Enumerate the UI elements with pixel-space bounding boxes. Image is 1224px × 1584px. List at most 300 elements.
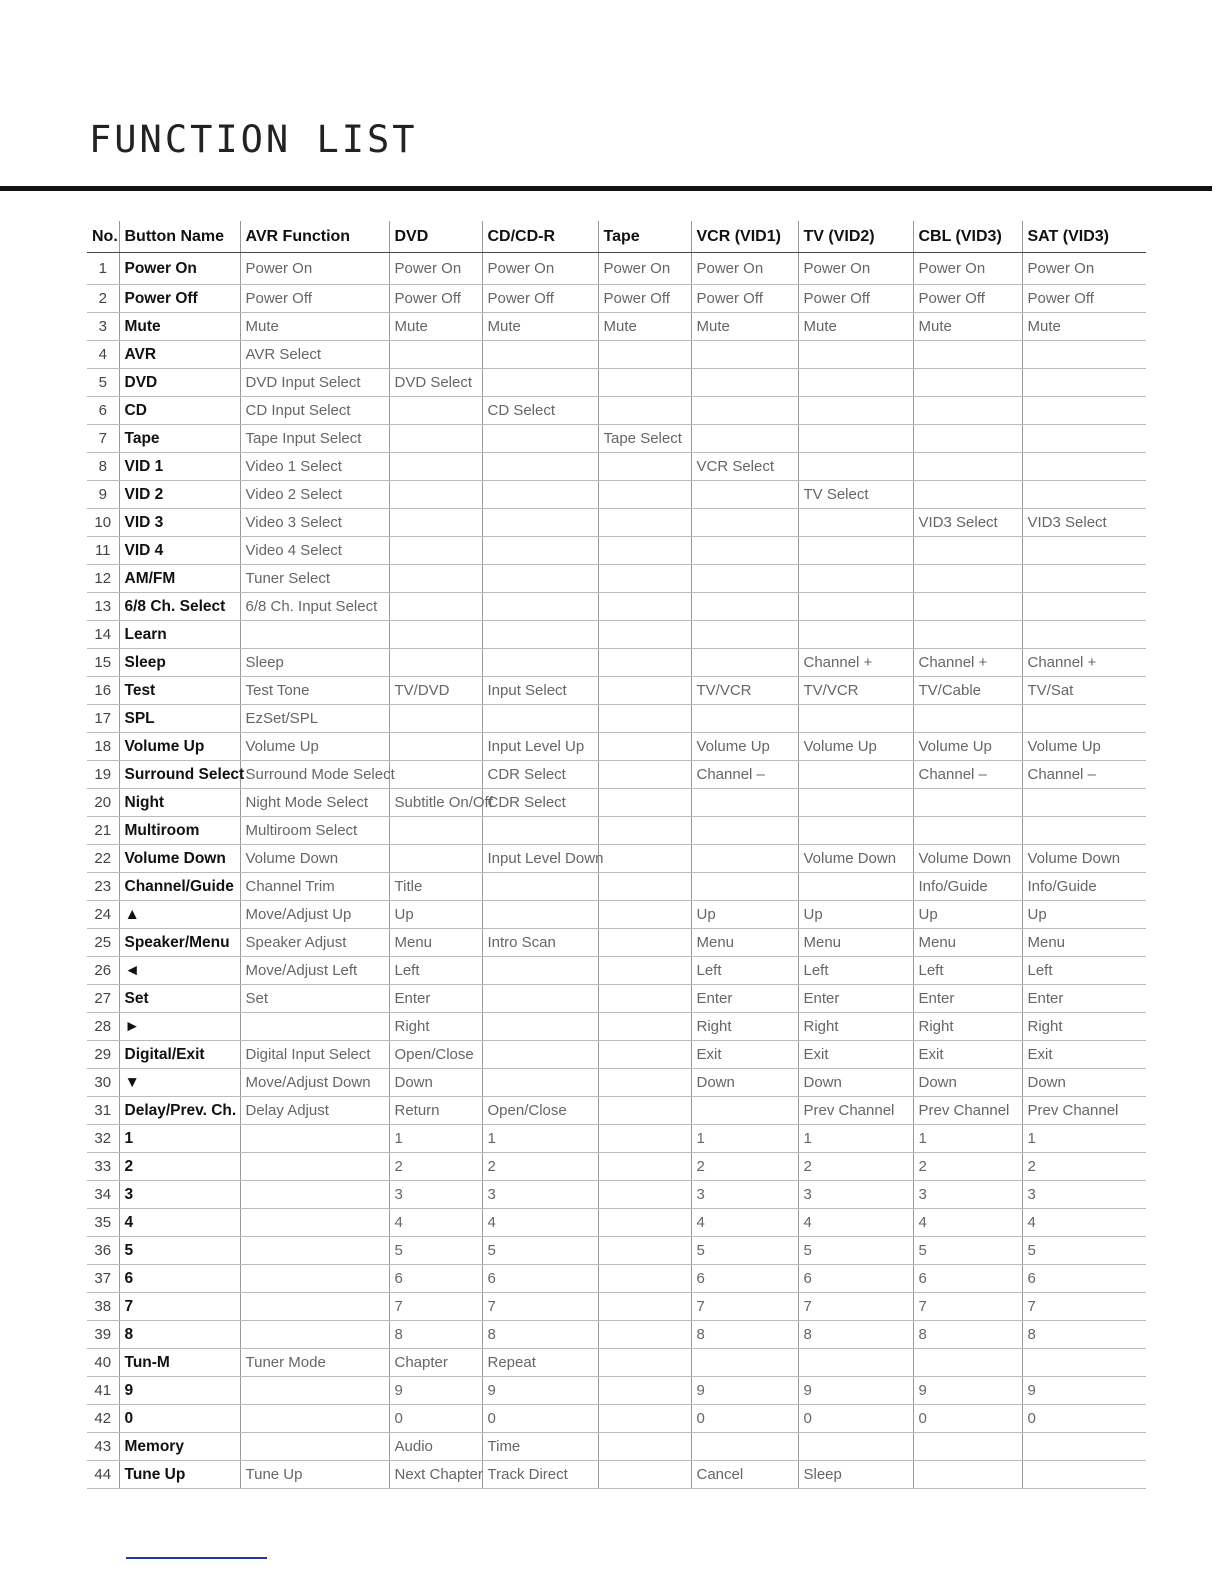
cbl-function-cell bbox=[913, 621, 1022, 649]
button-name-cell: SPL bbox=[119, 705, 240, 733]
row-number-cell: 16 bbox=[87, 677, 119, 705]
row-number-cell: 26 bbox=[87, 957, 119, 985]
cd-function-cell: Power Off bbox=[482, 285, 598, 313]
row-number-cell: 15 bbox=[87, 649, 119, 677]
button-name-cell: Test bbox=[119, 677, 240, 705]
dvd-function-cell bbox=[389, 733, 482, 761]
avr-function-cell: EzSet/SPL bbox=[240, 705, 389, 733]
sat-function-cell bbox=[1022, 341, 1146, 369]
avr-function-cell: Channel Trim bbox=[240, 873, 389, 901]
tape-function-cell bbox=[598, 873, 691, 901]
table-row bbox=[87, 873, 1146, 901]
cbl-function-cell: Mute bbox=[913, 313, 1022, 341]
cbl-function-cell: Exit bbox=[913, 1041, 1022, 1069]
row-number-cell: 29 bbox=[87, 1041, 119, 1069]
cbl-function-cell: VID3 Select bbox=[913, 509, 1022, 537]
cd-function-cell bbox=[482, 425, 598, 453]
tv-function-cell: Prev Channel bbox=[798, 1097, 913, 1125]
cbl-function-cell: 9 bbox=[913, 1377, 1022, 1405]
vcr-function-cell: Menu bbox=[691, 929, 798, 957]
tv-function-cell: 6 bbox=[798, 1265, 913, 1293]
tv-function-cell bbox=[798, 425, 913, 453]
cd-function-cell: 2 bbox=[482, 1153, 598, 1181]
row-number-cell: 12 bbox=[87, 565, 119, 593]
dvd-function-cell: Chapter bbox=[389, 1349, 482, 1377]
cbl-function-cell: 4 bbox=[913, 1209, 1022, 1237]
button-name-cell: AM/FM bbox=[119, 565, 240, 593]
tape-function-cell bbox=[598, 369, 691, 397]
table-row bbox=[87, 313, 1146, 341]
cbl-function-cell: 1 bbox=[913, 1125, 1022, 1153]
avr-function-cell bbox=[240, 1321, 389, 1349]
column-header: Button Name bbox=[119, 221, 240, 253]
button-name-cell: 2 bbox=[119, 1153, 240, 1181]
tape-function-cell bbox=[598, 845, 691, 873]
table-row bbox=[87, 677, 1146, 705]
dvd-function-cell bbox=[389, 509, 482, 537]
tape-function-cell bbox=[598, 1237, 691, 1265]
cd-function-cell: Input Level Down bbox=[482, 845, 598, 873]
tape-function-cell: Power Off bbox=[598, 285, 691, 313]
tape-function-cell bbox=[598, 929, 691, 957]
dvd-function-cell: 1 bbox=[389, 1125, 482, 1153]
sat-function-cell: 8 bbox=[1022, 1321, 1146, 1349]
tape-function-cell bbox=[598, 1405, 691, 1433]
avr-function-cell: Move/Adjust Up bbox=[240, 901, 389, 929]
sat-function-cell bbox=[1022, 621, 1146, 649]
column-header: AVR Function bbox=[240, 221, 389, 253]
cbl-function-cell bbox=[913, 341, 1022, 369]
row-number-cell: 35 bbox=[87, 1209, 119, 1237]
sat-function-cell bbox=[1022, 453, 1146, 481]
cd-function-cell: CD Select bbox=[482, 397, 598, 425]
button-name-cell: Channel/Guide bbox=[119, 873, 240, 901]
dvd-function-cell: Return bbox=[389, 1097, 482, 1125]
avr-function-cell bbox=[240, 1265, 389, 1293]
dvd-function-cell: Down bbox=[389, 1069, 482, 1097]
cd-function-cell bbox=[482, 705, 598, 733]
dvd-function-cell bbox=[389, 397, 482, 425]
table-row bbox=[87, 705, 1146, 733]
cbl-function-cell: Down bbox=[913, 1069, 1022, 1097]
tape-function-cell bbox=[598, 593, 691, 621]
cbl-function-cell: Menu bbox=[913, 929, 1022, 957]
table-row bbox=[87, 1209, 1146, 1237]
cd-function-cell: Input Level Up bbox=[482, 733, 598, 761]
tape-function-cell bbox=[598, 733, 691, 761]
vcr-function-cell: 5 bbox=[691, 1237, 798, 1265]
avr-function-cell bbox=[240, 1377, 389, 1405]
row-number-cell: 27 bbox=[87, 985, 119, 1013]
tv-function-cell bbox=[798, 789, 913, 817]
cd-function-cell: CDR Select bbox=[482, 761, 598, 789]
cbl-function-cell bbox=[913, 1433, 1022, 1461]
page-title: FUNCTION LIST bbox=[89, 118, 418, 161]
vcr-function-cell bbox=[691, 1349, 798, 1377]
dvd-function-cell: TV/DVD bbox=[389, 677, 482, 705]
avr-function-cell: CD Input Select bbox=[240, 397, 389, 425]
table-row bbox=[87, 929, 1146, 957]
button-name-cell: Sleep bbox=[119, 649, 240, 677]
tv-function-cell: 0 bbox=[798, 1405, 913, 1433]
dvd-function-cell: Right bbox=[389, 1013, 482, 1041]
dvd-function-cell: Up bbox=[389, 901, 482, 929]
cd-function-cell bbox=[482, 649, 598, 677]
vcr-function-cell bbox=[691, 621, 798, 649]
sat-function-cell: Volume Up bbox=[1022, 733, 1146, 761]
column-header: CBL (VID3) bbox=[913, 221, 1022, 253]
column-header: VCR (VID1) bbox=[691, 221, 798, 253]
sat-function-cell: 1 bbox=[1022, 1125, 1146, 1153]
table-row bbox=[87, 733, 1146, 761]
cd-function-cell: Mute bbox=[482, 313, 598, 341]
dvd-function-cell: 7 bbox=[389, 1293, 482, 1321]
sat-function-cell: TV/Sat bbox=[1022, 677, 1146, 705]
avr-function-cell: Video 2 Select bbox=[240, 481, 389, 509]
tv-function-cell bbox=[798, 817, 913, 845]
cbl-function-cell: Right bbox=[913, 1013, 1022, 1041]
cd-function-cell bbox=[482, 341, 598, 369]
avr-function-cell: Tune Up bbox=[240, 1461, 389, 1489]
tape-function-cell: Tape Select bbox=[598, 425, 691, 453]
cbl-function-cell bbox=[913, 817, 1022, 845]
sat-function-cell: VID3 Select bbox=[1022, 509, 1146, 537]
cbl-function-cell bbox=[913, 705, 1022, 733]
table-row bbox=[87, 957, 1146, 985]
avr-function-cell bbox=[240, 1237, 389, 1265]
row-number-cell: 10 bbox=[87, 509, 119, 537]
row-number-cell: 24 bbox=[87, 901, 119, 929]
row-number-cell: 20 bbox=[87, 789, 119, 817]
dvd-function-cell: Title bbox=[389, 873, 482, 901]
button-name-cell: 6/8 Ch. Select bbox=[119, 593, 240, 621]
avr-function-cell: 6/8 Ch. Input Select bbox=[240, 593, 389, 621]
column-header: CD/CD-R bbox=[482, 221, 598, 253]
row-number-cell: 41 bbox=[87, 1377, 119, 1405]
dvd-function-cell: 5 bbox=[389, 1237, 482, 1265]
button-name-cell: Tune Up bbox=[119, 1461, 240, 1489]
sat-function-cell bbox=[1022, 817, 1146, 845]
tape-function-cell bbox=[598, 1125, 691, 1153]
tv-function-cell: TV/VCR bbox=[798, 677, 913, 705]
sat-function-cell bbox=[1022, 1349, 1146, 1377]
row-number-cell: 18 bbox=[87, 733, 119, 761]
button-name-cell: Volume Down bbox=[119, 845, 240, 873]
sat-function-cell: Menu bbox=[1022, 929, 1146, 957]
cbl-function-cell: 6 bbox=[913, 1265, 1022, 1293]
cbl-function-cell bbox=[913, 565, 1022, 593]
avr-function-cell: Delay Adjust bbox=[240, 1097, 389, 1125]
tv-function-cell bbox=[798, 537, 913, 565]
table-row bbox=[87, 253, 1146, 285]
table-row bbox=[87, 425, 1146, 453]
button-name-cell: Multiroom bbox=[119, 817, 240, 845]
cd-function-cell: Time bbox=[482, 1433, 598, 1461]
row-number-cell: 23 bbox=[87, 873, 119, 901]
vcr-function-cell: 9 bbox=[691, 1377, 798, 1405]
dvd-function-cell bbox=[389, 537, 482, 565]
cd-function-cell: Repeat bbox=[482, 1349, 598, 1377]
table-row bbox=[87, 1293, 1146, 1321]
avr-function-cell: Volume Up bbox=[240, 733, 389, 761]
tv-function-cell: Power Off bbox=[798, 285, 913, 313]
vcr-function-cell bbox=[691, 397, 798, 425]
vcr-function-cell bbox=[691, 845, 798, 873]
button-name-cell: Power Off bbox=[119, 285, 240, 313]
button-name-cell: 5 bbox=[119, 1237, 240, 1265]
table-row bbox=[87, 845, 1146, 873]
button-name-cell: Set bbox=[119, 985, 240, 1013]
sat-function-cell: Info/Guide bbox=[1022, 873, 1146, 901]
dvd-function-cell bbox=[389, 593, 482, 621]
dvd-function-cell: Open/Close bbox=[389, 1041, 482, 1069]
button-name-cell: Mute bbox=[119, 313, 240, 341]
sat-function-cell: 9 bbox=[1022, 1377, 1146, 1405]
table-row bbox=[87, 1405, 1146, 1433]
tv-function-cell: Mute bbox=[798, 313, 913, 341]
cbl-function-cell: Power Off bbox=[913, 285, 1022, 313]
avr-function-cell: Digital Input Select bbox=[240, 1041, 389, 1069]
table-row bbox=[87, 481, 1146, 509]
avr-function-cell bbox=[240, 1153, 389, 1181]
cd-function-cell bbox=[482, 817, 598, 845]
tape-function-cell bbox=[598, 677, 691, 705]
tv-function-cell: Volume Up bbox=[798, 733, 913, 761]
vcr-function-cell bbox=[691, 705, 798, 733]
button-name-cell: Tape bbox=[119, 425, 240, 453]
dvd-function-cell bbox=[389, 565, 482, 593]
button-name-cell: DVD bbox=[119, 369, 240, 397]
row-number-cell: 43 bbox=[87, 1433, 119, 1461]
row-number-cell: 37 bbox=[87, 1265, 119, 1293]
sat-function-cell bbox=[1022, 789, 1146, 817]
vcr-function-cell bbox=[691, 649, 798, 677]
button-name-cell: 0 bbox=[119, 1405, 240, 1433]
tv-function-cell: 2 bbox=[798, 1153, 913, 1181]
table-row bbox=[87, 1153, 1146, 1181]
vcr-function-cell: Exit bbox=[691, 1041, 798, 1069]
vcr-function-cell: 8 bbox=[691, 1321, 798, 1349]
column-header: No. bbox=[87, 221, 119, 253]
cbl-function-cell: 2 bbox=[913, 1153, 1022, 1181]
dvd-function-cell: Left bbox=[389, 957, 482, 985]
sat-function-cell bbox=[1022, 481, 1146, 509]
dvd-function-cell bbox=[389, 621, 482, 649]
cd-function-cell bbox=[482, 1013, 598, 1041]
sat-function-cell: Left bbox=[1022, 957, 1146, 985]
vcr-function-cell bbox=[691, 425, 798, 453]
tape-function-cell bbox=[598, 1349, 691, 1377]
sat-function-cell: 7 bbox=[1022, 1293, 1146, 1321]
sat-function-cell: 4 bbox=[1022, 1209, 1146, 1237]
dvd-function-cell bbox=[389, 425, 482, 453]
vcr-function-cell bbox=[691, 593, 798, 621]
avr-function-cell: Tuner Select bbox=[240, 565, 389, 593]
button-name-cell: ► bbox=[119, 1013, 240, 1041]
vcr-function-cell bbox=[691, 789, 798, 817]
dvd-function-cell: Enter bbox=[389, 985, 482, 1013]
dvd-function-cell: 0 bbox=[389, 1405, 482, 1433]
dvd-function-cell: Menu bbox=[389, 929, 482, 957]
dvd-function-cell: 8 bbox=[389, 1321, 482, 1349]
sat-function-cell: 2 bbox=[1022, 1153, 1146, 1181]
row-number-cell: 5 bbox=[87, 369, 119, 397]
sat-function-cell bbox=[1022, 565, 1146, 593]
avr-function-cell: Power Off bbox=[240, 285, 389, 313]
button-name-cell: 4 bbox=[119, 1209, 240, 1237]
vcr-function-cell bbox=[691, 1097, 798, 1125]
dvd-function-cell: 4 bbox=[389, 1209, 482, 1237]
cbl-function-cell: 5 bbox=[913, 1237, 1022, 1265]
cbl-function-cell bbox=[913, 397, 1022, 425]
row-number-cell: 36 bbox=[87, 1237, 119, 1265]
tape-function-cell bbox=[598, 1433, 691, 1461]
vcr-function-cell: 1 bbox=[691, 1125, 798, 1153]
table-body bbox=[87, 253, 1146, 1489]
vcr-function-cell bbox=[691, 1433, 798, 1461]
table-row bbox=[87, 1461, 1146, 1489]
avr-function-cell bbox=[240, 1433, 389, 1461]
vcr-function-cell bbox=[691, 537, 798, 565]
vcr-function-cell: 0 bbox=[691, 1405, 798, 1433]
button-name-cell: Power On bbox=[119, 253, 240, 285]
row-number-cell: 44 bbox=[87, 1461, 119, 1489]
row-number-cell: 34 bbox=[87, 1181, 119, 1209]
tape-function-cell bbox=[598, 1069, 691, 1097]
cd-function-cell bbox=[482, 369, 598, 397]
cbl-function-cell bbox=[913, 537, 1022, 565]
vcr-function-cell: TV/VCR bbox=[691, 677, 798, 705]
sat-function-cell bbox=[1022, 593, 1146, 621]
tape-function-cell bbox=[598, 1377, 691, 1405]
row-number-cell: 1 bbox=[87, 253, 119, 285]
dvd-function-cell: 2 bbox=[389, 1153, 482, 1181]
sat-function-cell: Prev Channel bbox=[1022, 1097, 1146, 1125]
cbl-function-cell bbox=[913, 1461, 1022, 1489]
cd-function-cell bbox=[482, 1069, 598, 1097]
table-row bbox=[87, 1433, 1146, 1461]
avr-function-cell bbox=[240, 1181, 389, 1209]
tv-function-cell bbox=[798, 761, 913, 789]
vcr-function-cell bbox=[691, 369, 798, 397]
tv-function-cell: 4 bbox=[798, 1209, 913, 1237]
row-number-cell: 33 bbox=[87, 1153, 119, 1181]
table-row bbox=[87, 1377, 1146, 1405]
sat-function-cell: 0 bbox=[1022, 1405, 1146, 1433]
footer-accent-line bbox=[126, 1557, 267, 1559]
avr-function-cell: Set bbox=[240, 985, 389, 1013]
sat-function-cell bbox=[1022, 705, 1146, 733]
dvd-function-cell bbox=[389, 817, 482, 845]
table-header-row bbox=[87, 221, 1146, 253]
vcr-function-cell bbox=[691, 509, 798, 537]
cd-function-cell: 7 bbox=[482, 1293, 598, 1321]
button-name-cell: Night bbox=[119, 789, 240, 817]
vcr-function-cell: Power On bbox=[691, 253, 798, 285]
row-number-cell: 13 bbox=[87, 593, 119, 621]
dvd-function-cell: Audio bbox=[389, 1433, 482, 1461]
sat-function-cell: Mute bbox=[1022, 313, 1146, 341]
tape-function-cell bbox=[598, 761, 691, 789]
row-number-cell: 38 bbox=[87, 1293, 119, 1321]
column-header: TV (VID2) bbox=[798, 221, 913, 253]
cd-function-cell: Intro Scan bbox=[482, 929, 598, 957]
cd-function-cell bbox=[482, 957, 598, 985]
cd-function-cell bbox=[482, 873, 598, 901]
tape-function-cell bbox=[598, 621, 691, 649]
table-row bbox=[87, 789, 1146, 817]
vcr-function-cell: 3 bbox=[691, 1181, 798, 1209]
avr-function-cell: Night Mode Select bbox=[240, 789, 389, 817]
avr-function-cell: Test Tone bbox=[240, 677, 389, 705]
cd-function-cell: 5 bbox=[482, 1237, 598, 1265]
tape-function-cell bbox=[598, 705, 691, 733]
button-name-cell: 7 bbox=[119, 1293, 240, 1321]
cbl-function-cell: 8 bbox=[913, 1321, 1022, 1349]
tape-function-cell bbox=[598, 453, 691, 481]
button-name-cell: Memory bbox=[119, 1433, 240, 1461]
dvd-function-cell bbox=[389, 481, 482, 509]
tv-function-cell: 1 bbox=[798, 1125, 913, 1153]
avr-function-cell bbox=[240, 1013, 389, 1041]
tv-function-cell: 3 bbox=[798, 1181, 913, 1209]
table-row bbox=[87, 1069, 1146, 1097]
table-row bbox=[87, 397, 1146, 425]
cd-function-cell: Track Direct bbox=[482, 1461, 598, 1489]
dvd-function-cell bbox=[389, 705, 482, 733]
avr-function-cell: Tape Input Select bbox=[240, 425, 389, 453]
tv-function-cell bbox=[798, 397, 913, 425]
cbl-function-cell: Volume Up bbox=[913, 733, 1022, 761]
cd-function-cell: 8 bbox=[482, 1321, 598, 1349]
cbl-function-cell: Prev Channel bbox=[913, 1097, 1022, 1125]
tv-function-cell: 8 bbox=[798, 1321, 913, 1349]
column-header: DVD bbox=[389, 221, 482, 253]
cd-function-cell bbox=[482, 621, 598, 649]
tv-function-cell bbox=[798, 565, 913, 593]
cbl-function-cell: 7 bbox=[913, 1293, 1022, 1321]
tv-function-cell bbox=[798, 509, 913, 537]
row-number-cell: 39 bbox=[87, 1321, 119, 1349]
cbl-function-cell: 0 bbox=[913, 1405, 1022, 1433]
function-table bbox=[87, 221, 1146, 1489]
avr-function-cell: Sleep bbox=[240, 649, 389, 677]
dvd-function-cell: 9 bbox=[389, 1377, 482, 1405]
cbl-function-cell bbox=[913, 789, 1022, 817]
cd-function-cell bbox=[482, 901, 598, 929]
button-name-cell: VID 4 bbox=[119, 537, 240, 565]
button-name-cell: Digital/Exit bbox=[119, 1041, 240, 1069]
vcr-function-cell: Enter bbox=[691, 985, 798, 1013]
table-row bbox=[87, 1097, 1146, 1125]
row-number-cell: 25 bbox=[87, 929, 119, 957]
tv-function-cell bbox=[798, 453, 913, 481]
button-name-cell: Speaker/Menu bbox=[119, 929, 240, 957]
cbl-function-cell bbox=[913, 593, 1022, 621]
dvd-function-cell bbox=[389, 761, 482, 789]
vcr-function-cell: Down bbox=[691, 1069, 798, 1097]
tape-function-cell bbox=[598, 1181, 691, 1209]
avr-function-cell: Tuner Mode bbox=[240, 1349, 389, 1377]
table-row bbox=[87, 509, 1146, 537]
dvd-function-cell: 3 bbox=[389, 1181, 482, 1209]
button-name-cell: CD bbox=[119, 397, 240, 425]
sat-function-cell: Down bbox=[1022, 1069, 1146, 1097]
tv-function-cell: Channel + bbox=[798, 649, 913, 677]
vcr-function-cell: Up bbox=[691, 901, 798, 929]
tape-function-cell: Mute bbox=[598, 313, 691, 341]
cd-function-cell bbox=[482, 565, 598, 593]
